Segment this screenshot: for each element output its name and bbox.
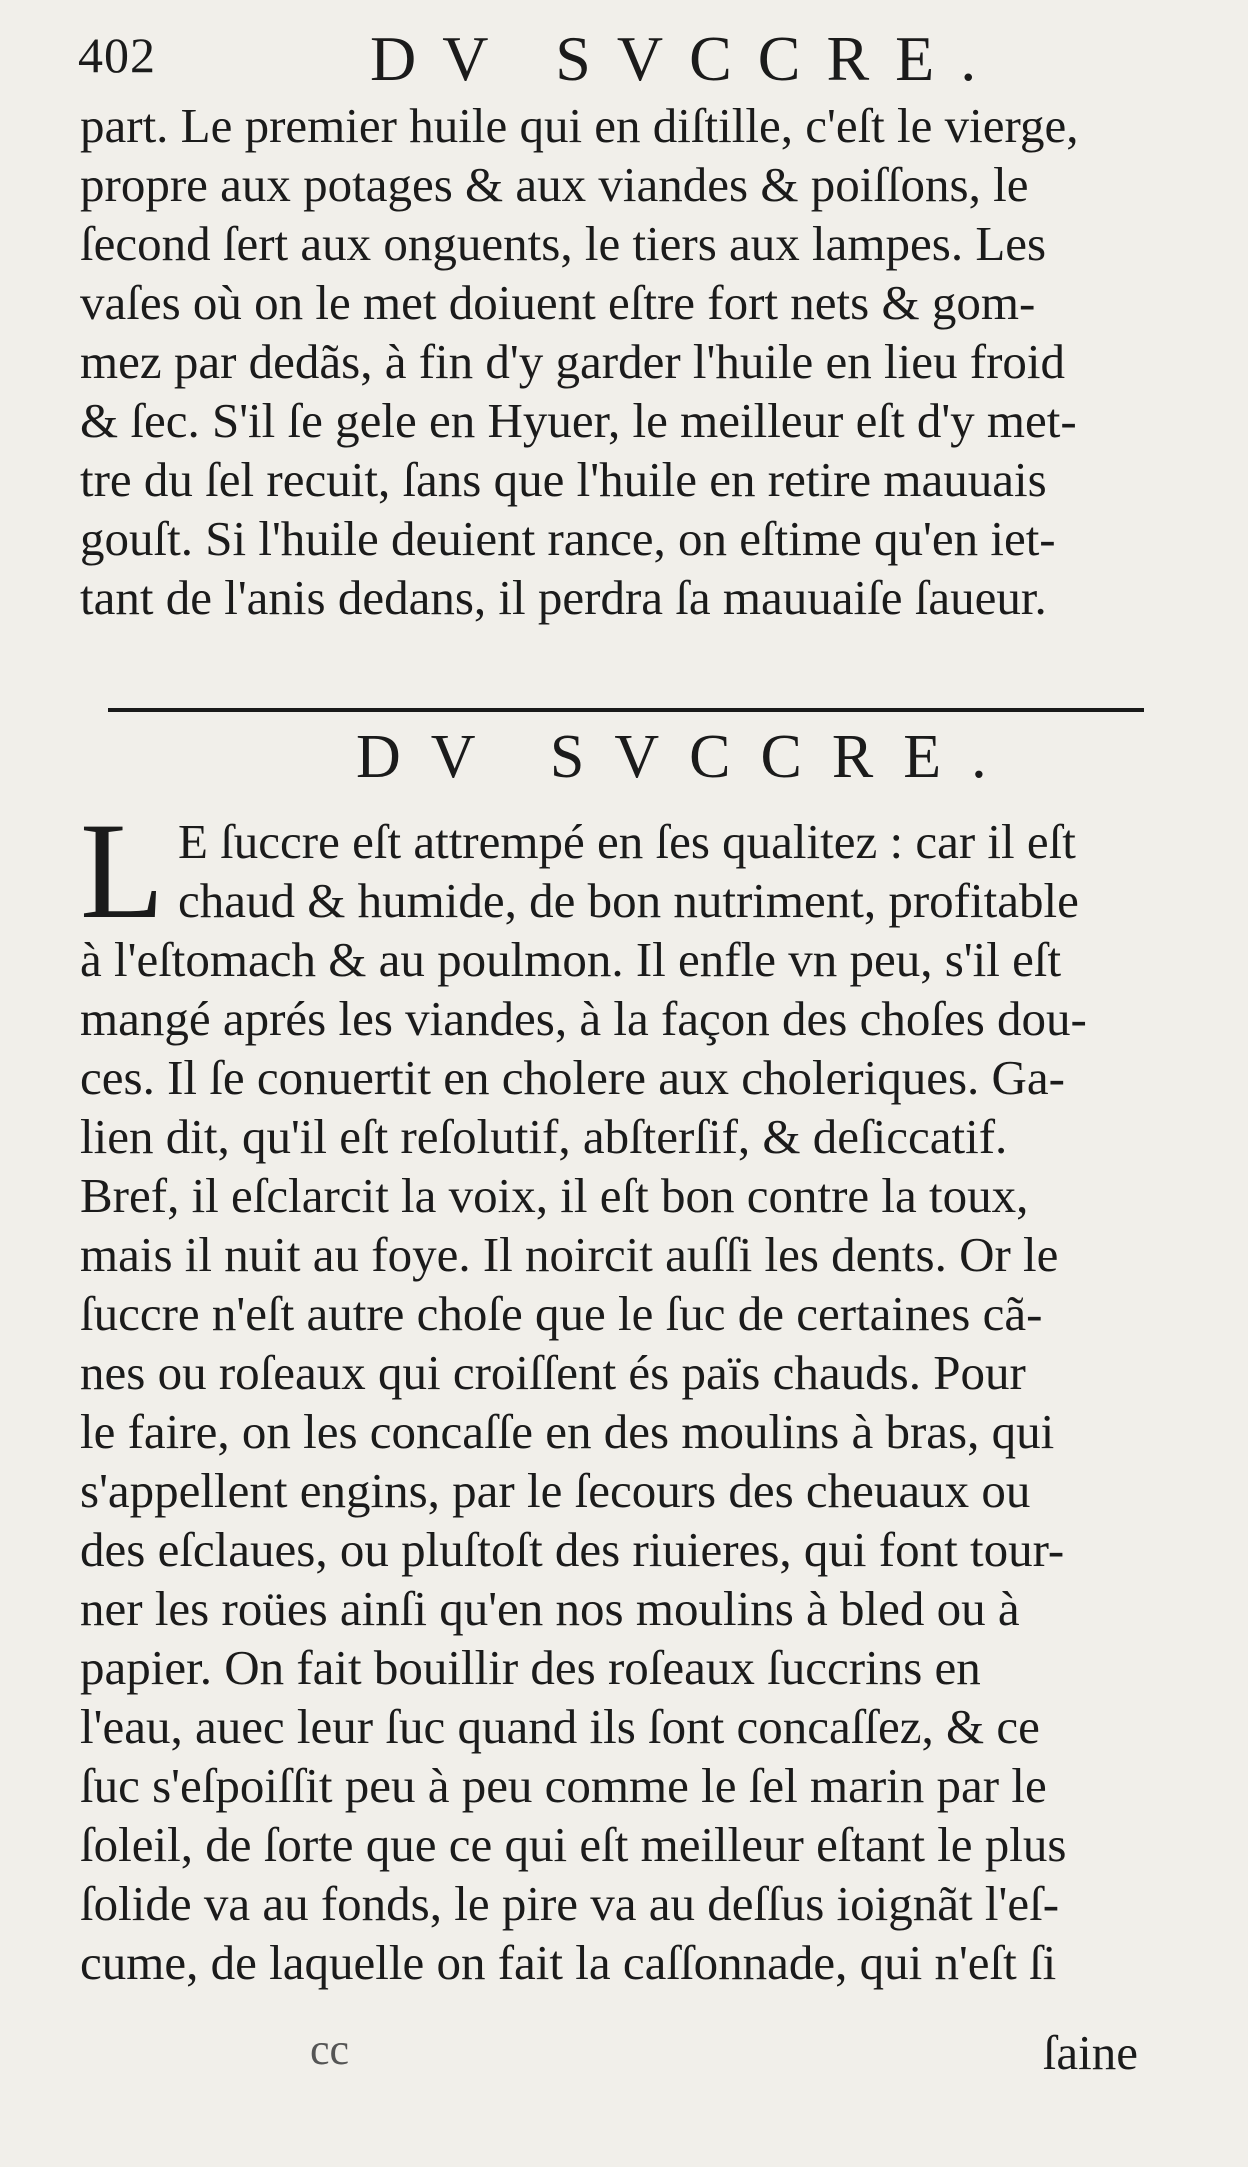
text-line: ſuc s'eſpoiſſit peu à peu comme le ſel marin par le <box>80 1758 1047 1813</box>
text-line: le faire, on les concaſſe en des moulins à bras, qui <box>80 1404 1055 1459</box>
second-line-text: chaud & humide, de bon nutriment, profitable <box>178 873 1079 928</box>
drop-cap: L <box>80 794 165 947</box>
text-line: propre aux potages & aux viandes & poiſſons, le <box>80 157 1029 212</box>
text-line: mais il nuit au foye. Il noircit auſſi les dents. Or le <box>80 1227 1059 1282</box>
text-line: papier. On fait bouillir des roſeaux ſuccrins en <box>80 1640 981 1695</box>
text-line: gouſt. Si l'huile deuient rance, on eſtime qu'en iet- <box>80 511 1056 566</box>
text-line: nes ou roſeaux qui croiſſent és païs chauds. Pour <box>80 1345 1026 1400</box>
running-head: DV SVCCRE. <box>370 23 1003 94</box>
text-line: mangé aprés les viandes, à la façon des choſes dou- <box>80 991 1087 1046</box>
text-line: tant de l'anis dedans, il perdra ſa mauuaiſe ſaueur. <box>80 570 1047 625</box>
text-line: des eſclaues, ou pluſtoſt des riuieres, qui font tour- <box>80 1522 1065 1577</box>
text-line: cume, de laquelle on fait la caſſonnade, qui n'eſt ſi <box>80 1935 1057 1990</box>
text-line: tre du ſel recuit, ſans que l'huile en retire mauuais <box>80 452 1047 507</box>
text-line: Bref, il eſclarcit la voix, il eſt bon contre la toux, <box>80 1168 1029 1223</box>
text-line: ſecond ſert aux onguents, le tiers aux lampes. Les <box>80 216 1047 271</box>
text-line: s'appellent engins, par le ſecours des cheuaux ou <box>80 1463 1031 1518</box>
text-line: & ſec. S'il ſe gele en Hyuer, le meilleur eſt d'y met- <box>80 393 1077 448</box>
text-line: part. Le premier huile qui en diſtille, c'eſt le vierge, <box>80 98 1079 153</box>
section-title: DV SVCCRE. <box>356 723 1017 791</box>
page-number: 402 <box>78 27 156 83</box>
text-line: ſolide va au fonds, le pire va au deſſus ioignãt l'eſ- <box>80 1876 1060 1931</box>
section-divider <box>108 708 1144 712</box>
text-line: à l'eſtomach & au poulmon. Il enfle vn peu, s'il eſt <box>80 932 1062 987</box>
text-line: vaſes où on le met doiuent eſtre fort nets & gom- <box>80 275 1036 330</box>
text-line: ces. Il ſe conuertit en cholere aux choleriques. Ga- <box>80 1050 1066 1105</box>
catchword: ſaine <box>1042 2025 1138 2080</box>
signature-mark: cc <box>310 2025 350 2074</box>
text-line: lien dit, qu'il eſt reſolutif, abſterſif, & deſiccatif. <box>80 1109 1008 1164</box>
text-line: l'eau, auec leur ſuc quand ils ſont concaſſez, & ce <box>80 1699 1040 1754</box>
text-line: mez par dedãs, à fin d'y garder l'huile en lieu froid <box>80 334 1066 389</box>
main-paragraph <box>80 794 1140 1992</box>
text-line: ſoleil, de ſorte que ce qui eſt meilleur eſtant le plus <box>80 1817 1067 1872</box>
second-line <box>80 871 1140 930</box>
first-line-text: E ſuccre eſt attrempé en ſes qualitez : car il eſt <box>178 814 1076 869</box>
top-paragraph <box>80 96 1140 627</box>
text-line: ner les roües ainſi qu'en nos moulins à bled ou à <box>80 1581 1020 1636</box>
text-line: ſuccre n'eſt autre choſe que le ſuc de certaines cã- <box>80 1286 1043 1341</box>
